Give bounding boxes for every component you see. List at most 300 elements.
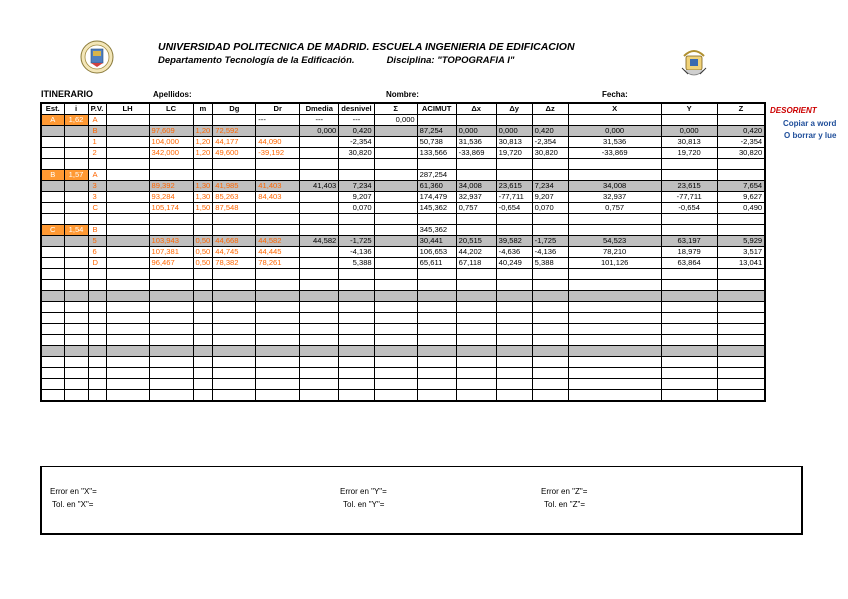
cell-y[interactable] [661, 368, 717, 379]
cell-z[interactable]: 0,490 [717, 203, 765, 214]
cell-dmedia[interactable] [300, 170, 339, 181]
cell-desnivel[interactable] [339, 390, 374, 402]
cell-desnivel[interactable]: 0,070 [339, 203, 374, 214]
cell-sigma[interactable] [374, 203, 417, 214]
cell-i[interactable] [64, 159, 88, 170]
cell-i[interactable] [64, 313, 88, 324]
cell-desnivel[interactable]: -2,354 [339, 137, 374, 148]
cell-lh[interactable] [106, 291, 149, 302]
cell-sigma[interactable] [374, 192, 417, 203]
cell-i[interactable] [64, 291, 88, 302]
cell-lh[interactable] [106, 379, 149, 390]
cell-lh[interactable] [106, 269, 149, 280]
cell-dx[interactable] [456, 159, 496, 170]
cell-x[interactable] [568, 335, 661, 346]
cell-dz[interactable] [532, 280, 568, 291]
cell-dx[interactable]: 32,937 [456, 192, 496, 203]
cell-dmedia[interactable] [300, 258, 339, 269]
cell-x[interactable] [568, 302, 661, 313]
cell-z[interactable]: 0,420 [717, 126, 765, 137]
cell-dg[interactable]: 87,548 [213, 203, 256, 214]
cell-y[interactable] [661, 269, 717, 280]
cell-dx[interactable] [456, 269, 496, 280]
cell-desnivel[interactable] [339, 280, 374, 291]
cell-lc[interactable]: 96,467 [149, 258, 193, 269]
cell-m[interactable]: 0,50 [193, 247, 213, 258]
cell-dr[interactable] [256, 280, 300, 291]
cell-lc[interactable]: 93,284 [149, 192, 193, 203]
cell-y[interactable] [661, 159, 717, 170]
cell-dg[interactable]: 44,668 [213, 236, 256, 247]
cell-acimut[interactable]: 106,653 [417, 247, 456, 258]
cell-dg[interactable] [213, 269, 256, 280]
cell-est[interactable] [41, 324, 64, 335]
cell-y[interactable] [661, 335, 717, 346]
cell-dy[interactable]: -4,636 [496, 247, 532, 258]
cell-dz[interactable] [532, 357, 568, 368]
cell-est[interactable] [41, 247, 64, 258]
cell-pv[interactable]: 2 [88, 148, 106, 159]
cell-sigma[interactable] [374, 269, 417, 280]
cell-dx[interactable]: 31,536 [456, 137, 496, 148]
cell-sigma[interactable] [374, 214, 417, 225]
cell-y[interactable]: 63,864 [661, 258, 717, 269]
cell-dr[interactable] [256, 379, 300, 390]
cell-i[interactable]: 1,54 [64, 225, 88, 236]
cell-dz[interactable]: 5,388 [532, 258, 568, 269]
cell-z[interactable]: 3,517 [717, 247, 765, 258]
cell-dg[interactable]: 44,745 [213, 247, 256, 258]
cell-x[interactable] [568, 280, 661, 291]
cell-dy[interactable]: 19,720 [496, 148, 532, 159]
cell-acimut[interactable] [417, 335, 456, 346]
cell-dr[interactable] [256, 335, 300, 346]
cell-acimut[interactable] [417, 346, 456, 357]
cell-pv[interactable] [88, 324, 106, 335]
cell-lh[interactable] [106, 258, 149, 269]
cell-dg[interactable] [213, 225, 256, 236]
cell-dg[interactable] [213, 280, 256, 291]
cell-z[interactable]: 30,820 [717, 148, 765, 159]
cell-m[interactable] [193, 390, 213, 402]
cell-i[interactable] [64, 236, 88, 247]
cell-lc[interactable] [149, 324, 193, 335]
cell-dy[interactable]: 40,249 [496, 258, 532, 269]
cell-m[interactable]: 1,20 [193, 148, 213, 159]
cell-dr[interactable]: 44,090 [256, 137, 300, 148]
cell-sigma[interactable] [374, 181, 417, 192]
cell-lh[interactable] [106, 302, 149, 313]
cell-desnivel[interactable]: 0,420 [339, 126, 374, 137]
cell-dg[interactable] [213, 115, 256, 126]
cell-y[interactable]: 19,720 [661, 148, 717, 159]
cell-dmedia[interactable] [300, 203, 339, 214]
cell-dr[interactable]: --- [256, 115, 300, 126]
cell-dy[interactable]: 0,000 [496, 126, 532, 137]
cell-i[interactable] [64, 258, 88, 269]
cell-desnivel[interactable] [339, 269, 374, 280]
cell-est[interactable] [41, 269, 64, 280]
cell-dmedia[interactable] [300, 390, 339, 402]
cell-dr[interactable]: 44,445 [256, 247, 300, 258]
cell-i[interactable] [64, 192, 88, 203]
cell-lh[interactable] [106, 181, 149, 192]
cell-dz[interactable] [532, 159, 568, 170]
cell-z[interactable] [717, 379, 765, 390]
cell-dx[interactable] [456, 313, 496, 324]
cell-desnivel[interactable]: -4,136 [339, 247, 374, 258]
cell-z[interactable]: -2,354 [717, 137, 765, 148]
cell-dmedia[interactable] [300, 247, 339, 258]
cell-dmedia[interactable] [300, 379, 339, 390]
cell-desnivel[interactable]: -1,725 [339, 236, 374, 247]
cell-lc[interactable] [149, 115, 193, 126]
cell-z[interactable] [717, 324, 765, 335]
cell-lc[interactable] [149, 159, 193, 170]
cell-i[interactable] [64, 302, 88, 313]
cell-dr[interactable] [256, 346, 300, 357]
cell-y[interactable] [661, 170, 717, 181]
cell-z[interactable] [717, 390, 765, 402]
cell-dz[interactable] [532, 346, 568, 357]
cell-dz[interactable]: 0,070 [532, 203, 568, 214]
cell-pv[interactable]: 6 [88, 247, 106, 258]
cell-pv[interactable] [88, 335, 106, 346]
cell-desnivel[interactable] [339, 291, 374, 302]
cell-dmedia[interactable] [300, 214, 339, 225]
cell-lh[interactable] [106, 148, 149, 159]
cell-dx[interactable] [456, 115, 496, 126]
cell-y[interactable] [661, 357, 717, 368]
cell-dr[interactable] [256, 159, 300, 170]
cell-desnivel[interactable] [339, 324, 374, 335]
cell-z[interactable] [717, 115, 765, 126]
cell-acimut[interactable]: 287,254 [417, 170, 456, 181]
cell-acimut[interactable] [417, 368, 456, 379]
cell-acimut[interactable] [417, 324, 456, 335]
cell-sigma[interactable] [374, 379, 417, 390]
cell-dy[interactable] [496, 335, 532, 346]
cell-lh[interactable] [106, 203, 149, 214]
cell-dx[interactable]: -33,869 [456, 148, 496, 159]
cell-y[interactable] [661, 214, 717, 225]
cell-dmedia[interactable] [300, 225, 339, 236]
cell-pv[interactable] [88, 280, 106, 291]
cell-dmedia[interactable] [300, 335, 339, 346]
cell-dmedia[interactable] [300, 302, 339, 313]
cell-x[interactable] [568, 313, 661, 324]
cell-x[interactable] [568, 225, 661, 236]
cell-dr[interactable] [256, 313, 300, 324]
cell-z[interactable] [717, 335, 765, 346]
cell-z[interactable] [717, 170, 765, 181]
cell-dy[interactable] [496, 225, 532, 236]
cell-y[interactable] [661, 115, 717, 126]
cell-dmedia[interactable]: 0,000 [300, 126, 339, 137]
cell-est[interactable] [41, 148, 64, 159]
cell-z[interactable] [717, 346, 765, 357]
cell-lc[interactable] [149, 302, 193, 313]
cell-x[interactable]: 101,126 [568, 258, 661, 269]
cell-m[interactable] [193, 159, 213, 170]
cell-dx[interactable] [456, 214, 496, 225]
cell-x[interactable]: 31,536 [568, 137, 661, 148]
cell-pv[interactable]: 3 [88, 181, 106, 192]
cell-sigma[interactable] [374, 258, 417, 269]
cell-pv[interactable]: C [88, 203, 106, 214]
cell-desnivel[interactable]: 5,388 [339, 258, 374, 269]
cell-sigma[interactable] [374, 390, 417, 402]
cell-est[interactable] [41, 357, 64, 368]
cell-dx[interactable] [456, 291, 496, 302]
cell-dx[interactable] [456, 357, 496, 368]
cell-dmedia[interactable] [300, 148, 339, 159]
cell-x[interactable]: 32,937 [568, 192, 661, 203]
cell-dr[interactable] [256, 170, 300, 181]
cell-dz[interactable] [532, 324, 568, 335]
cell-dz[interactable]: 0,420 [532, 126, 568, 137]
cell-dy[interactable]: 39,582 [496, 236, 532, 247]
cell-dz[interactable] [532, 302, 568, 313]
cell-y[interactable]: 23,615 [661, 181, 717, 192]
cell-y[interactable]: 30,813 [661, 137, 717, 148]
cell-acimut[interactable] [417, 115, 456, 126]
cell-sigma[interactable] [374, 236, 417, 247]
cell-lc[interactable] [149, 357, 193, 368]
cell-est[interactable] [41, 236, 64, 247]
cell-dg[interactable] [213, 335, 256, 346]
cell-dmedia[interactable] [300, 159, 339, 170]
cell-dr[interactable] [256, 302, 300, 313]
cell-m[interactable] [193, 269, 213, 280]
cell-dg[interactable] [213, 368, 256, 379]
cell-acimut[interactable]: 61,360 [417, 181, 456, 192]
cell-m[interactable] [193, 324, 213, 335]
cell-x[interactable]: 54,523 [568, 236, 661, 247]
cell-lc[interactable]: 89,392 [149, 181, 193, 192]
cell-lh[interactable] [106, 390, 149, 402]
cell-x[interactable] [568, 346, 661, 357]
cell-dy[interactable] [496, 115, 532, 126]
cell-dy[interactable] [496, 214, 532, 225]
cell-acimut[interactable]: 65,611 [417, 258, 456, 269]
cell-z[interactable] [717, 225, 765, 236]
cell-est[interactable] [41, 214, 64, 225]
cell-dmedia[interactable] [300, 368, 339, 379]
cell-desnivel[interactable]: 9,207 [339, 192, 374, 203]
cell-m[interactable] [193, 368, 213, 379]
cell-dx[interactable] [456, 324, 496, 335]
cell-acimut[interactable] [417, 313, 456, 324]
cell-dz[interactable] [532, 379, 568, 390]
cell-z[interactable] [717, 368, 765, 379]
cell-lc[interactable]: 97,609 [149, 126, 193, 137]
cell-acimut[interactable]: 30,441 [417, 236, 456, 247]
cell-est[interactable] [41, 302, 64, 313]
cell-dx[interactable] [456, 302, 496, 313]
cell-dy[interactable] [496, 368, 532, 379]
cell-dg[interactable] [213, 357, 256, 368]
cell-pv[interactable] [88, 214, 106, 225]
cell-desnivel[interactable] [339, 225, 374, 236]
cell-dmedia[interactable]: 41,403 [300, 181, 339, 192]
cell-y[interactable] [661, 280, 717, 291]
cell-i[interactable]: 1,62 [64, 115, 88, 126]
cell-dr[interactable]: 84,403 [256, 192, 300, 203]
cell-dg[interactable] [213, 214, 256, 225]
cell-est[interactable] [41, 181, 64, 192]
cell-i[interactable] [64, 203, 88, 214]
cell-x[interactable]: -33,869 [568, 148, 661, 159]
cell-z[interactable] [717, 357, 765, 368]
cell-est[interactable]: C [41, 225, 64, 236]
cell-acimut[interactable] [417, 390, 456, 402]
cell-dg[interactable] [213, 302, 256, 313]
cell-dmedia[interactable] [300, 137, 339, 148]
cell-m[interactable] [193, 379, 213, 390]
cell-dg[interactable]: 44,177 [213, 137, 256, 148]
cell-desnivel[interactable] [339, 170, 374, 181]
cell-y[interactable]: 18,979 [661, 247, 717, 258]
cell-m[interactable]: 1,30 [193, 192, 213, 203]
cell-dg[interactable] [213, 390, 256, 402]
cell-x[interactable] [568, 390, 661, 402]
cell-dr[interactable]: 44,582 [256, 236, 300, 247]
cell-lh[interactable] [106, 335, 149, 346]
cell-lc[interactable] [149, 170, 193, 181]
cell-x[interactable] [568, 159, 661, 170]
cell-lh[interactable] [106, 346, 149, 357]
cell-m[interactable]: 1,20 [193, 137, 213, 148]
cell-lh[interactable] [106, 236, 149, 247]
cell-lc[interactable]: 104,000 [149, 137, 193, 148]
cell-x[interactable] [568, 115, 661, 126]
cell-dr[interactable] [256, 291, 300, 302]
cell-lc[interactable] [149, 313, 193, 324]
cell-pv[interactable]: B [88, 225, 106, 236]
cell-m[interactable] [193, 291, 213, 302]
cell-dy[interactable] [496, 390, 532, 402]
cell-i[interactable] [64, 247, 88, 258]
cell-lh[interactable] [106, 368, 149, 379]
cell-sigma[interactable]: 0,000 [374, 115, 417, 126]
cell-desnivel[interactable] [339, 302, 374, 313]
cell-sigma[interactable] [374, 280, 417, 291]
cell-x[interactable] [568, 170, 661, 181]
cell-desnivel[interactable] [339, 379, 374, 390]
cell-m[interactable] [193, 170, 213, 181]
cell-est[interactable]: B [41, 170, 64, 181]
cell-lc[interactable] [149, 390, 193, 402]
cell-i[interactable]: 1,57 [64, 170, 88, 181]
cell-lh[interactable] [106, 115, 149, 126]
cell-pv[interactable] [88, 379, 106, 390]
cell-dg[interactable]: 49,600 [213, 148, 256, 159]
cell-dx[interactable] [456, 170, 496, 181]
cell-acimut[interactable] [417, 159, 456, 170]
cell-acimut[interactable] [417, 357, 456, 368]
cell-z[interactable] [717, 291, 765, 302]
cell-lh[interactable] [106, 214, 149, 225]
cell-m[interactable]: 0,50 [193, 258, 213, 269]
cell-y[interactable] [661, 379, 717, 390]
cell-sigma[interactable] [374, 324, 417, 335]
cell-dmedia[interactable] [300, 324, 339, 335]
cell-dy[interactable] [496, 269, 532, 280]
cell-sigma[interactable] [374, 346, 417, 357]
cell-y[interactable] [661, 313, 717, 324]
cell-x[interactable]: 0,757 [568, 203, 661, 214]
cell-est[interactable] [41, 313, 64, 324]
cell-dx[interactable]: 0,000 [456, 126, 496, 137]
cell-lh[interactable] [106, 170, 149, 181]
cell-dx[interactable]: 44,202 [456, 247, 496, 258]
cell-sigma[interactable] [374, 159, 417, 170]
cell-dy[interactable] [496, 324, 532, 335]
cell-dy[interactable]: -77,711 [496, 192, 532, 203]
cell-y[interactable]: 63,197 [661, 236, 717, 247]
cell-z[interactable]: 7,654 [717, 181, 765, 192]
cell-pv[interactable] [88, 302, 106, 313]
cell-dy[interactable] [496, 357, 532, 368]
cell-m[interactable] [193, 115, 213, 126]
cell-dg[interactable]: 78,382 [213, 258, 256, 269]
cell-lc[interactable]: 342,000 [149, 148, 193, 159]
cell-dy[interactable] [496, 170, 532, 181]
cell-desnivel[interactable] [339, 335, 374, 346]
cell-lh[interactable] [106, 126, 149, 137]
cell-pv[interactable] [88, 159, 106, 170]
cell-x[interactable] [568, 269, 661, 280]
cell-dg[interactable]: 41,985 [213, 181, 256, 192]
cell-lc[interactable] [149, 368, 193, 379]
cell-m[interactable] [193, 280, 213, 291]
cell-dy[interactable]: -0,654 [496, 203, 532, 214]
cell-sigma[interactable] [374, 368, 417, 379]
cell-x[interactable] [568, 379, 661, 390]
cell-dy[interactable] [496, 313, 532, 324]
cell-sigma[interactable] [374, 313, 417, 324]
cell-x[interactable]: 78,210 [568, 247, 661, 258]
cell-acimut[interactable]: 50,738 [417, 137, 456, 148]
cell-sigma[interactable] [374, 335, 417, 346]
cell-dx[interactable] [456, 225, 496, 236]
cell-pv[interactable]: 5 [88, 236, 106, 247]
cell-lc[interactable]: 107,381 [149, 247, 193, 258]
cell-y[interactable] [661, 324, 717, 335]
cell-sigma[interactable] [374, 247, 417, 258]
cell-dr[interactable]: 78,261 [256, 258, 300, 269]
cell-dz[interactable] [532, 368, 568, 379]
cell-dz[interactable]: -2,354 [532, 137, 568, 148]
cell-dg[interactable] [213, 291, 256, 302]
cell-dz[interactable]: -1,725 [532, 236, 568, 247]
cell-dg[interactable]: 72,592 [213, 126, 256, 137]
cell-acimut[interactable]: 133,566 [417, 148, 456, 159]
cell-acimut[interactable]: 345,362 [417, 225, 456, 236]
cell-dr[interactable] [256, 357, 300, 368]
cell-y[interactable]: -0,654 [661, 203, 717, 214]
cell-lc[interactable] [149, 379, 193, 390]
cell-est[interactable] [41, 368, 64, 379]
cell-y[interactable] [661, 225, 717, 236]
cell-sigma[interactable] [374, 225, 417, 236]
cell-dr[interactable] [256, 126, 300, 137]
cell-dz[interactable] [532, 225, 568, 236]
cell-lc[interactable]: 105,174 [149, 203, 193, 214]
cell-dz[interactable] [532, 390, 568, 402]
cell-lc[interactable] [149, 214, 193, 225]
